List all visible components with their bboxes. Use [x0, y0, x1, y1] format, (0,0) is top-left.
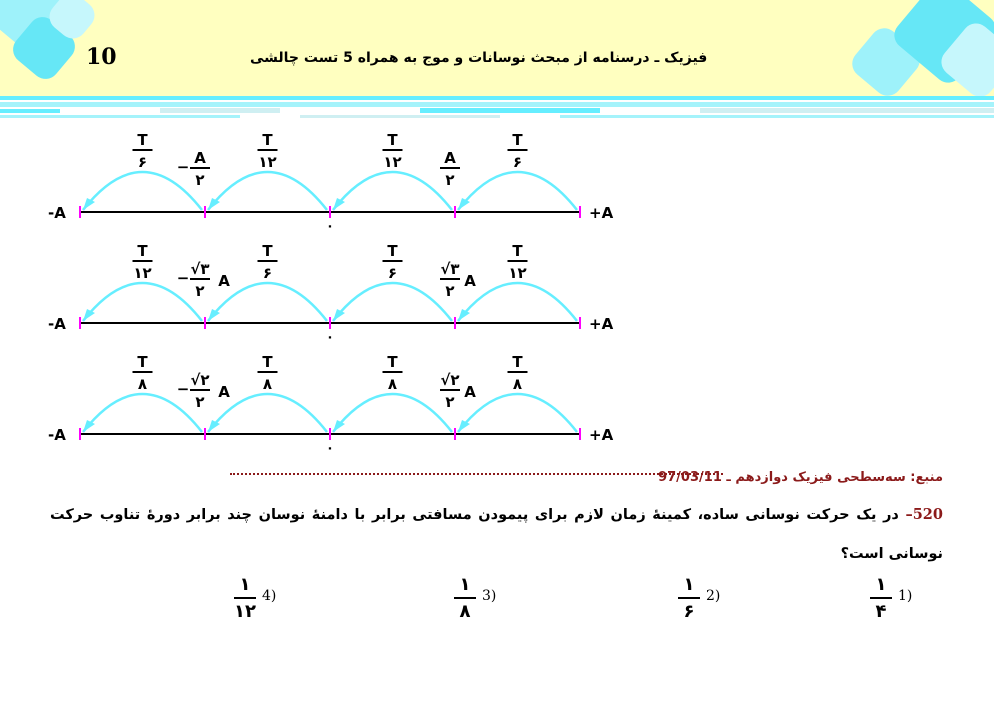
- header-stripe: [0, 96, 994, 122]
- option-denominator: ۸: [459, 601, 471, 622]
- time-fraction-den: ۸: [387, 375, 398, 393]
- time-fraction-den: ۸: [512, 375, 523, 393]
- position-right-den: ۲: [445, 171, 455, 189]
- time-fraction-num: T: [262, 131, 273, 149]
- right-end-label: +A: [589, 426, 614, 444]
- time-fraction-num: T: [387, 353, 398, 371]
- position-right-den: ۲: [445, 393, 455, 411]
- time-fraction-num: T: [512, 242, 523, 260]
- motion-arc: [333, 282, 455, 321]
- left-end-label: -A: [48, 426, 66, 444]
- position-right-suffix: A: [464, 383, 476, 401]
- position-right-den: ۲: [445, 282, 455, 300]
- option-number: 4): [262, 588, 277, 604]
- time-fraction-num: T: [512, 131, 523, 149]
- option-number: 2): [706, 588, 721, 604]
- position-left-suffix: A: [218, 272, 230, 290]
- option-fraction: [678, 574, 700, 622]
- position-left-den: ۲: [195, 282, 205, 300]
- fraction-bar: [678, 597, 700, 599]
- option-numerator: ۱: [683, 574, 695, 595]
- position-left-num: √۳: [190, 260, 210, 278]
- time-fraction-den: ۶: [512, 153, 523, 171]
- source-line: [50, 469, 943, 487]
- position-sign: −: [176, 158, 190, 176]
- zero-label: ۰: [326, 441, 334, 456]
- motion-arc: [458, 394, 577, 432]
- time-fraction-num: T: [262, 242, 273, 260]
- option-numerator: ۱: [875, 574, 887, 595]
- time-fraction-num: T: [137, 131, 148, 149]
- dotted-separator: [230, 473, 723, 475]
- motion-arc: [208, 172, 327, 210]
- option-denominator: ۱۲: [234, 601, 256, 622]
- position-right-suffix: A: [464, 272, 476, 290]
- position-right-num: √۳: [440, 260, 460, 278]
- left-end-label: -A: [48, 204, 66, 222]
- right-end-label: +A: [589, 315, 614, 333]
- option-denominator: ۴: [875, 601, 887, 622]
- position-right-num: A: [444, 149, 456, 167]
- time-fraction-den: ۱۲: [133, 264, 152, 282]
- left-end-label: -A: [48, 315, 66, 333]
- motion-arc: [83, 393, 205, 432]
- question-text: در یک حرکت نوسانی ساده، کمینهٔ زمان لازم برای پیمودن مسافتی برابر با دامنهٔ نوسان چند برابر دورهٔ تناوب حرکت نوسانی است؟: [50, 507, 943, 562]
- page-title: فیزیک ـ درسنامه از مبحث نوسانات و موج به همراه 5 تست چالشی: [250, 50, 708, 66]
- option-number: 3): [482, 588, 497, 604]
- fraction-bar: [454, 597, 476, 599]
- page-header: [0, 0, 994, 96]
- zero-label: ۰: [326, 330, 334, 345]
- time-fraction-den: ۱۲: [508, 264, 527, 282]
- right-end-label: +A: [589, 204, 614, 222]
- position-left-den: ۲: [195, 171, 205, 189]
- option-number: 1): [898, 588, 913, 604]
- motion-arc: [83, 282, 205, 321]
- time-fraction-den: ۶: [387, 264, 398, 282]
- option-fraction: [234, 574, 256, 622]
- option-numerator: ۱: [459, 574, 471, 595]
- motion-arc: [458, 283, 577, 321]
- source-label: منبع: سه‌سطحی فیزیک دوازدهم ـ 97/03/11: [658, 470, 943, 485]
- position-left-num: √۲: [190, 371, 210, 389]
- option-fraction: [454, 574, 476, 622]
- zero-label: ۰: [326, 219, 334, 234]
- time-fraction-den: ۱۲: [383, 153, 402, 171]
- time-fraction-den: ۸: [137, 375, 148, 393]
- fraction-bar: [870, 597, 892, 599]
- position-left-den: ۲: [195, 393, 205, 411]
- time-fraction-num: T: [387, 131, 398, 149]
- time-fraction-num: T: [137, 242, 148, 260]
- motion-arc: [333, 171, 455, 210]
- position-sign: −: [176, 269, 190, 287]
- option-numerator: ۱: [239, 574, 251, 595]
- motion-diagrams: [0, 125, 700, 465]
- time-fraction-den: ۶: [137, 153, 148, 171]
- position-left-suffix: A: [218, 383, 230, 401]
- position-sign: −: [176, 380, 190, 398]
- motion-arc: [333, 393, 455, 432]
- position-left-num: A: [194, 149, 206, 167]
- time-fraction-den: ۱۲: [258, 153, 277, 171]
- page-number: 10: [86, 44, 117, 70]
- time-fraction-den: ۸: [262, 375, 273, 393]
- question-520: [50, 495, 943, 574]
- fraction-bar: [234, 597, 256, 599]
- question-number: 520–: [905, 506, 943, 523]
- time-fraction-num: T: [387, 242, 398, 260]
- time-fraction-num: T: [262, 353, 273, 371]
- motion-arc: [83, 171, 205, 210]
- motion-arc: [458, 172, 577, 210]
- time-fraction-den: ۶: [262, 264, 273, 282]
- position-right-num: √۲: [440, 371, 460, 389]
- time-fraction-num: T: [512, 353, 523, 371]
- option-fraction: [870, 574, 892, 622]
- time-fraction-num: T: [137, 353, 148, 371]
- option-denominator: ۶: [683, 601, 695, 622]
